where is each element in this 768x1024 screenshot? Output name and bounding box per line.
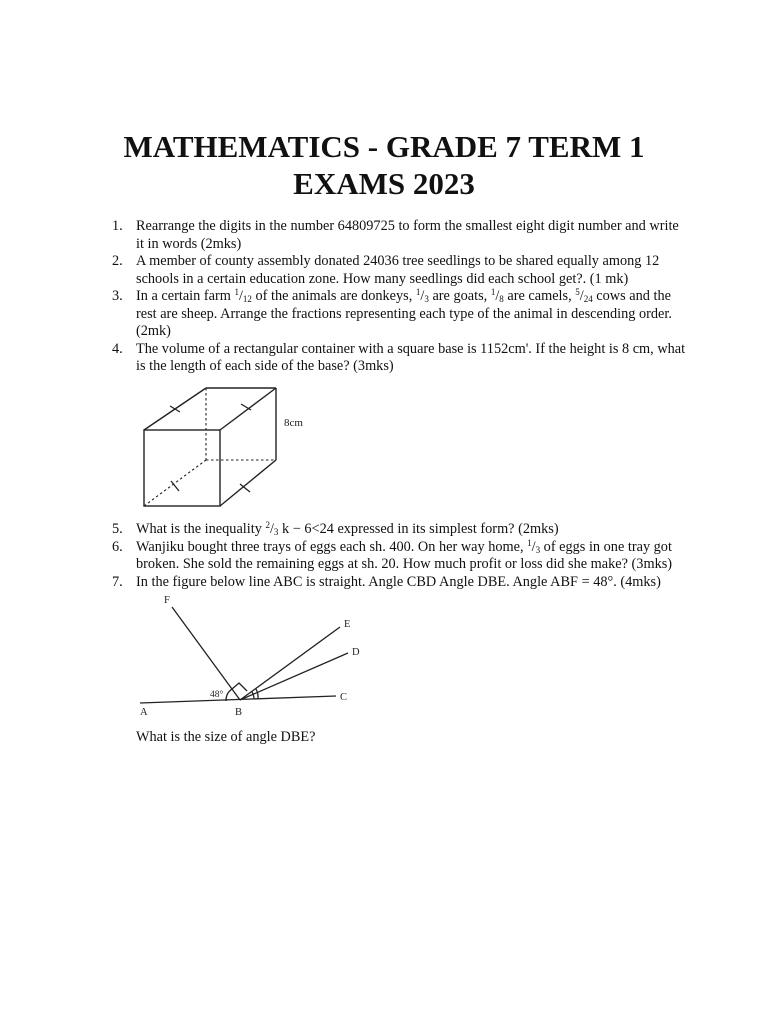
title-line-1: MATHEMATICS - GRADE 7 TERM 1 bbox=[123, 129, 645, 164]
fraction-numerator: 5 bbox=[575, 287, 580, 297]
question-7 bbox=[100, 574, 690, 592]
question-5 bbox=[100, 521, 690, 539]
question-4 bbox=[100, 341, 690, 376]
fraction-denominator: 12 bbox=[242, 294, 252, 304]
angle-48-label: 48° bbox=[210, 690, 224, 700]
fraction-denominator: 3 bbox=[424, 294, 429, 304]
question-number: 1. bbox=[112, 218, 123, 234]
question-text: In a certain farm $^1/_{12}$ of the animals are donkeys, $^1/_3$ are goats, $^1/_8$ are camels, $^5/_{24}$ cows and the rest are sheep. Arrange the fractions representing each type of the animal in descending order. (2mk) bbox=[136, 287, 672, 339]
question-number: 4. bbox=[112, 340, 123, 357]
question-3 bbox=[100, 288, 690, 341]
question-6 bbox=[100, 539, 690, 574]
fraction-denominator: 8 bbox=[499, 294, 504, 304]
fraction-denominator: 3 bbox=[535, 544, 541, 555]
question-text: Rearrange the digits in the number 64809725 to form the smallest eight digit number and write it in words (2mks) bbox=[136, 218, 679, 252]
question-2 bbox=[100, 253, 690, 288]
cuboid-figure bbox=[136, 376, 690, 522]
question-number: 5. bbox=[112, 521, 123, 537]
point-d-label: D bbox=[352, 647, 360, 658]
page-title bbox=[0, 128, 768, 202]
angle-diagram bbox=[136, 593, 368, 719]
question-list bbox=[100, 218, 690, 746]
question-number: 3. bbox=[112, 288, 123, 304]
fraction-denominator: 24 bbox=[583, 294, 593, 304]
fraction-numerator: 1 bbox=[527, 537, 532, 548]
point-f-label: F bbox=[164, 595, 170, 606]
cuboid-diagram bbox=[136, 380, 316, 510]
question-number: 7. bbox=[112, 573, 123, 590]
title-line-2: EXAMS 2023 bbox=[293, 166, 475, 201]
point-e-label: E bbox=[344, 619, 351, 630]
question-7-followup: What is the size of angle DBE? bbox=[136, 728, 316, 745]
angle-figure bbox=[136, 591, 690, 729]
question-number: 6. bbox=[112, 538, 123, 555]
question-text: In the figure below line ABC is straight. Angle CBD Angle DBE. Angle ABF = 48°. (4mks) bbox=[136, 573, 661, 590]
fraction-numerator: 1 bbox=[415, 287, 421, 297]
point-a-label: A bbox=[140, 707, 148, 718]
question-text: The volume of a rectangular container with a square base is 1152cm'. If the height is 8 cm, what is the length of each side of the base? (3mks) bbox=[136, 340, 686, 374]
point-c-label: C bbox=[340, 692, 348, 703]
fraction-numerator: 1 bbox=[234, 287, 239, 297]
question-text: A member of county assembly donated 24036 tree seedlings to be shared equally among 12 schools in a certain education zone. How many seedlings did each school get?. (1 mk) bbox=[136, 253, 660, 287]
question-1 bbox=[100, 218, 690, 253]
height-label: 8cm bbox=[284, 416, 303, 429]
question-text: What is the inequality $^2/_3$ k − 6<24 expressed in its simplest form? (2mks) bbox=[136, 520, 559, 537]
point-b-label: B bbox=[235, 707, 243, 718]
fraction-numerator: 1 bbox=[490, 287, 496, 297]
question-number: 2. bbox=[112, 253, 123, 269]
fraction-numerator: 2 bbox=[265, 520, 270, 530]
fraction-denominator: 3 bbox=[273, 527, 279, 537]
question-text: Wanjiku bought three trays of eggs each sh. 400. On her way home, $^1/_3$ of eggs in one tray got broken. She sold the remaining eggs at sh. 20. How much profit or loss did she make? (3mks) bbox=[136, 537, 673, 572]
